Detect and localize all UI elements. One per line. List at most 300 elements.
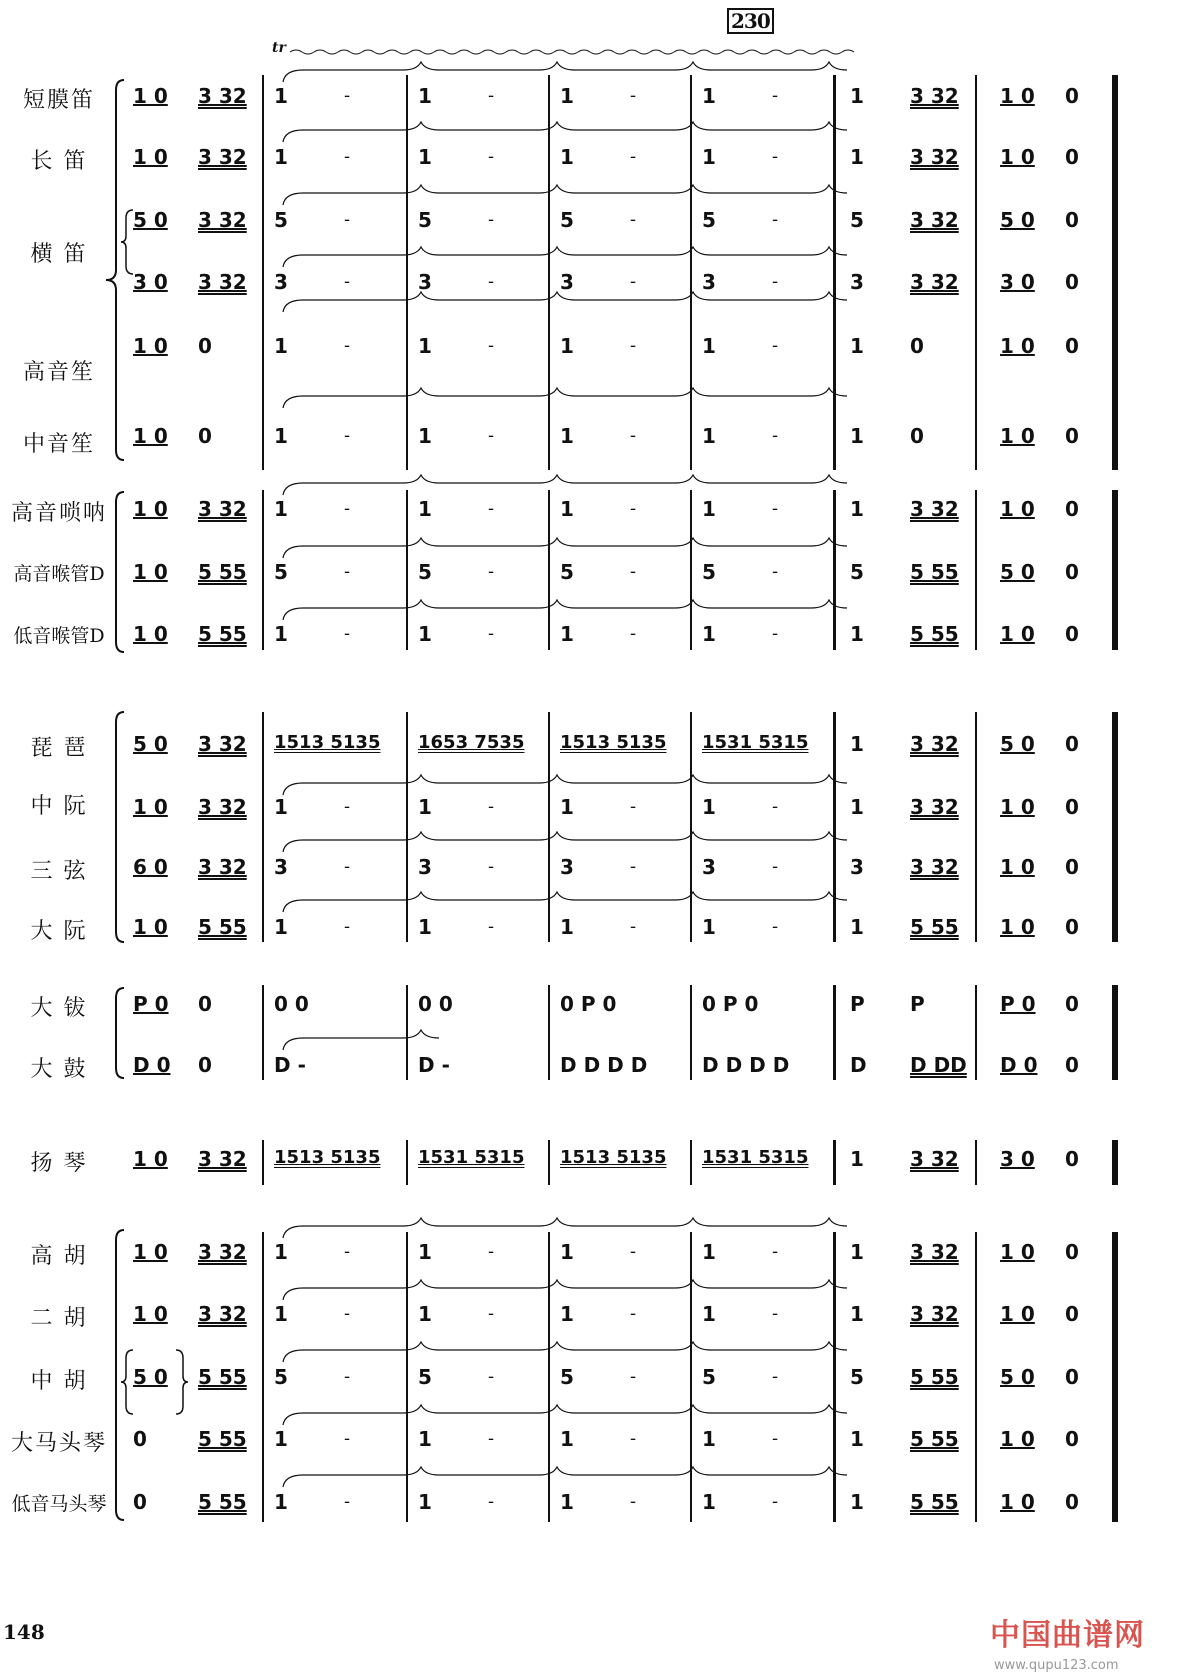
measure-9: 3 0 [1000, 1147, 1035, 1171]
tied-end-note: 1 [850, 145, 864, 169]
hold-dash: - [488, 1428, 495, 1449]
instrument-label: 大马头琴 [10, 1431, 107, 1456]
instrument-label: 短膜笛 [22, 88, 95, 113]
measure-8: P [910, 992, 925, 1016]
hold-dash: - [344, 856, 351, 877]
measure-1: 1 0 [133, 1240, 168, 1264]
instrument-label: 琵 琶 [30, 736, 88, 761]
tied-end-note: 1 [850, 84, 864, 108]
figure-group: 1513 5135 [274, 732, 381, 753]
measure-10: 0 [1065, 622, 1079, 646]
page-number: 148 [3, 1620, 45, 1644]
sustained-note: 1 [702, 84, 716, 108]
measure-2: 3 32 [198, 84, 247, 108]
measure-1: 1 0 [133, 1147, 168, 1171]
sustained-note: 1 [702, 915, 716, 939]
hold-dash: - [344, 916, 351, 937]
measure-9: 1 0 [1000, 424, 1035, 448]
hold-dash: - [488, 1241, 495, 1262]
figure-group: 1513 5135 [560, 732, 667, 753]
trill-mark: tr [272, 40, 286, 56]
measure-1: 1 0 [133, 622, 168, 646]
measure-10: 0 [1065, 915, 1079, 939]
instrument-label: 低音喉管D [13, 625, 105, 647]
sustained-note: 1 [418, 1302, 432, 1326]
tied-end-note: 1 [850, 334, 864, 358]
tied-end-note: 1 [850, 1427, 864, 1451]
tied-end-note: 1 [850, 424, 864, 448]
barline [262, 490, 264, 650]
percussion-group: D D D D [560, 1053, 648, 1077]
sustained-note: 1 [560, 145, 574, 169]
tied-end-note: P [850, 992, 865, 1016]
measure-1: 1 0 [133, 560, 168, 584]
sustained-note: 1 [418, 795, 432, 819]
final-barline-winds [1112, 75, 1118, 470]
measure-8: 3 32 [910, 145, 959, 169]
sustained-note: 1 [274, 334, 288, 358]
sustained-note: 5 [418, 1365, 432, 1389]
tied-end-note: 1 [850, 1147, 864, 1171]
measure-9: 5 0 [1000, 560, 1035, 584]
instrument-label: 高音喉管D [13, 563, 105, 585]
final-barline-reeds [1112, 490, 1118, 650]
instrument-label: 三 弦 [30, 859, 88, 884]
hold-dash: - [630, 1428, 637, 1449]
hold-dash: - [488, 271, 495, 292]
measure-9: 1 0 [1000, 795, 1035, 819]
sustained-note: 1 [418, 145, 432, 169]
measure-2: 0 [198, 424, 212, 448]
measure-9: 1 0 [1000, 497, 1035, 521]
barline [262, 75, 264, 470]
measure-10: 0 [1065, 1365, 1079, 1389]
hold-dash: - [344, 1491, 351, 1512]
measure-9: 1 0 [1000, 1240, 1035, 1264]
measure-2: 5 55 [198, 1427, 247, 1451]
hold-dash: - [488, 425, 495, 446]
measure-1: 5 0 [133, 732, 168, 756]
hold-dash: - [488, 796, 495, 817]
sustained-note: 1 [418, 915, 432, 939]
hold-dash: - [488, 1366, 495, 1387]
measure-2: 5 55 [198, 1365, 247, 1389]
instrument-label: 高音唢呐 [10, 501, 107, 526]
measure-2: 3 32 [198, 855, 247, 879]
barline [548, 1232, 550, 1522]
barline [406, 75, 408, 470]
measure-9: D 0 [1000, 1053, 1038, 1077]
instrument-label: 低音马头琴 [11, 1493, 107, 1515]
sustained-note: 1 [418, 622, 432, 646]
measure-10: 0 [1065, 560, 1079, 584]
barline [548, 712, 550, 942]
measure-1: 6 0 [133, 855, 168, 879]
hold-dash: - [344, 146, 351, 167]
figure-group: 1513 5135 [274, 1147, 381, 1168]
instrument-label: 大 钹 [30, 996, 88, 1021]
sustained-note: 1 [560, 1240, 574, 1264]
tied-end-note: D [850, 1053, 867, 1077]
measure-2: 3 32 [198, 1302, 247, 1326]
hold-dash: - [488, 623, 495, 644]
sustained-note: 1 [274, 1302, 288, 1326]
measure-1: P 0 [133, 992, 169, 1016]
measure-1: 1 0 [133, 795, 168, 819]
barline [975, 1232, 977, 1522]
sustained-note: 1 [702, 1240, 716, 1264]
measure-8: 0 [910, 424, 924, 448]
measure-1: 0 [133, 1490, 147, 1514]
measure-10: 0 [1065, 992, 1079, 1016]
instrument-label: 中 胡 [30, 1369, 88, 1394]
tied-end-note: 1 [850, 1490, 864, 1514]
barline [406, 985, 408, 1080]
barline [690, 712, 692, 942]
sustained-note: 1 [560, 424, 574, 448]
percussion-group: 0 0 [274, 992, 309, 1016]
sustained-note: 5 [418, 208, 432, 232]
measure-10: 0 [1065, 1302, 1079, 1326]
hold-dash: - [344, 1303, 351, 1324]
hold-dash: - [630, 1303, 637, 1324]
hold-dash: - [344, 561, 351, 582]
final-barline-bowed [1112, 1232, 1118, 1522]
tied-end-note: 1 [850, 497, 864, 521]
measure-8: 5 55 [910, 622, 959, 646]
barline [548, 490, 550, 650]
measure-10: 0 [1065, 1427, 1079, 1451]
measure-1: 0 [133, 1427, 147, 1451]
hold-dash: - [344, 271, 351, 292]
hold-dash: - [630, 209, 637, 230]
measure-2: 3 32 [198, 208, 247, 232]
hold-dash: - [772, 1428, 779, 1449]
instrument-label: 高音笙 [22, 360, 95, 385]
measure-2: 3 32 [198, 1240, 247, 1264]
measure-9: P 0 [1000, 992, 1036, 1016]
sustained-note: 1 [274, 1490, 288, 1514]
hold-dash: - [630, 146, 637, 167]
hold-dash: - [344, 85, 351, 106]
sustained-note: 1 [274, 1240, 288, 1264]
barline [548, 75, 550, 470]
hold-dash: - [772, 271, 779, 292]
sustained-note: 1 [560, 915, 574, 939]
barline [975, 985, 977, 1080]
hold-dash: - [344, 1241, 351, 1262]
measure-8: 5 55 [910, 1427, 959, 1451]
hold-dash: - [488, 916, 495, 937]
sustained-note: 1 [560, 1302, 574, 1326]
measure-2: 3 32 [198, 795, 247, 819]
sustained-note: 3 [560, 270, 574, 294]
hold-dash: - [488, 498, 495, 519]
hold-dash: - [630, 1366, 637, 1387]
hold-dash: - [772, 1491, 779, 1512]
sustained-note: 1 [702, 1490, 716, 1514]
sustained-note: 1 [274, 145, 288, 169]
measure-10: 0 [1065, 1147, 1079, 1171]
hold-dash: - [772, 146, 779, 167]
barline [262, 712, 264, 942]
measure-1: D 0 [133, 1053, 171, 1077]
sustained-note: 1 [274, 424, 288, 448]
instrument-label: 大 鼓 [30, 1057, 88, 1082]
sustained-note: 1 [702, 497, 716, 521]
watermark-url: www.qupu123.com [994, 1658, 1119, 1673]
sustained-note: 3 [702, 855, 716, 879]
tied-end-note: 1 [850, 622, 864, 646]
hold-dash: - [630, 623, 637, 644]
hold-dash: - [630, 335, 637, 356]
hold-dash: - [488, 561, 495, 582]
hold-dash: - [772, 1366, 779, 1387]
sustained-note: 1 [418, 84, 432, 108]
measure-2: 5 55 [198, 560, 247, 584]
sustained-note: 3 [702, 270, 716, 294]
measure-8: 3 32 [910, 1147, 959, 1171]
sustained-note: 1 [702, 1302, 716, 1326]
sustained-note: 1 [560, 84, 574, 108]
measure-10: 0 [1065, 1490, 1079, 1514]
sustained-note: 1 [702, 622, 716, 646]
sustained-note: 5 [560, 1365, 574, 1389]
measure-9: 5 0 [1000, 208, 1035, 232]
sustained-note: 1 [418, 1427, 432, 1451]
hold-dash: - [488, 85, 495, 106]
hold-dash: - [630, 271, 637, 292]
measure-1: 3 0 [133, 270, 168, 294]
measure-9: 5 0 [1000, 732, 1035, 756]
measure-1: 1 0 [133, 84, 168, 108]
hold-dash: - [488, 209, 495, 230]
measure-2: 0 [198, 334, 212, 358]
instrument-label: 横 笛 [30, 242, 88, 267]
tied-end-note: 3 [850, 270, 864, 294]
measure-9: 1 0 [1000, 334, 1035, 358]
sustained-note: 1 [418, 1240, 432, 1264]
barline [833, 985, 836, 1080]
hold-dash: - [488, 1303, 495, 1324]
hold-dash: - [772, 623, 779, 644]
barline [690, 490, 692, 650]
hold-dash: - [488, 1491, 495, 1512]
measure-1: 5 0 [133, 1365, 168, 1389]
hold-dash: - [772, 85, 779, 106]
sustained-note: 3 [418, 855, 432, 879]
barline [833, 490, 836, 650]
barline [975, 712, 977, 942]
measure-8: 3 32 [910, 84, 959, 108]
measure-9: 5 0 [1000, 1365, 1035, 1389]
measure-10: 0 [1065, 497, 1079, 521]
hold-dash: - [772, 916, 779, 937]
hold-dash: - [630, 856, 637, 877]
hold-dash: - [772, 1303, 779, 1324]
measure-1: 1 0 [133, 145, 168, 169]
sustained-note: 5 [274, 208, 288, 232]
sustained-note: 1 [418, 334, 432, 358]
measure-8: 5 55 [910, 1490, 959, 1514]
barline [833, 1140, 836, 1185]
measure-1: 1 0 [133, 334, 168, 358]
measure-9: 3 0 [1000, 270, 1035, 294]
sustained-note: 1 [702, 795, 716, 819]
measure-9: 1 0 [1000, 1302, 1035, 1326]
measure-8: 3 32 [910, 1240, 959, 1264]
instrument-label: 中 阮 [30, 794, 88, 819]
measure-2: 0 [198, 992, 212, 1016]
hold-dash: - [488, 335, 495, 356]
measure-9: 1 0 [1000, 622, 1035, 646]
watermark-logo: 中国曲谱网 [990, 1618, 1145, 1653]
hold-dash: - [488, 146, 495, 167]
hold-dash: - [344, 498, 351, 519]
tied-end-note: 5 [850, 560, 864, 584]
hold-dash: - [772, 1241, 779, 1262]
hold-dash: - [344, 623, 351, 644]
measure-9: 1 0 [1000, 915, 1035, 939]
hold-dash: - [630, 85, 637, 106]
instrument-label: 高 胡 [30, 1244, 88, 1269]
sustained-note: 1 [702, 334, 716, 358]
sustained-note: 5 [702, 560, 716, 584]
figure-group: 1531 5315 [418, 1147, 525, 1168]
final-barline-plucked [1112, 712, 1118, 942]
measure-2: 3 32 [198, 1147, 247, 1171]
instrument-label: 长 笛 [30, 149, 88, 174]
percussion-group: D - [274, 1053, 306, 1077]
hold-dash: - [630, 796, 637, 817]
measure-10: 0 [1065, 334, 1079, 358]
hold-dash: - [344, 796, 351, 817]
hold-dash: - [630, 498, 637, 519]
barline [690, 985, 692, 1080]
sustained-note: 1 [418, 497, 432, 521]
sustained-note: 1 [560, 622, 574, 646]
measure-10: 0 [1065, 84, 1079, 108]
rehearsal-mark: 230 [727, 8, 774, 34]
final-barline-yangqin [1112, 1140, 1118, 1185]
instrument-label: 中音笙 [22, 432, 95, 457]
hold-dash: - [630, 561, 637, 582]
barline [262, 985, 264, 1080]
sustained-note: 1 [702, 424, 716, 448]
sustained-note: 1 [274, 497, 288, 521]
measure-8: 3 32 [910, 208, 959, 232]
watermark [990, 1610, 1145, 1673]
barline [406, 1140, 408, 1185]
measure-2: 5 55 [198, 1490, 247, 1514]
sustained-note: 3 [274, 270, 288, 294]
measure-10: 0 [1065, 270, 1079, 294]
measure-8: 3 32 [910, 795, 959, 819]
sustained-note: 1 [274, 84, 288, 108]
hold-dash: - [772, 425, 779, 446]
hold-dash: - [344, 335, 351, 356]
tied-end-note: 3 [850, 855, 864, 879]
sustained-note: 1 [274, 622, 288, 646]
tied-end-note: 1 [850, 1240, 864, 1264]
percussion-group: D - [418, 1053, 450, 1077]
hold-dash: - [772, 561, 779, 582]
tied-end-note: 1 [850, 915, 864, 939]
instrument-label: 扬 琴 [30, 1151, 88, 1176]
measure-1: 1 0 [133, 1302, 168, 1326]
barline [548, 985, 550, 1080]
tied-end-note: 5 [850, 208, 864, 232]
sustained-note: 5 [274, 560, 288, 584]
measure-9: 1 0 [1000, 145, 1035, 169]
measure-9: 1 0 [1000, 855, 1035, 879]
hold-dash: - [772, 498, 779, 519]
sustained-note: 3 [274, 855, 288, 879]
measure-10: 0 [1065, 732, 1079, 756]
percussion-group: 0 P 0 [702, 992, 759, 1016]
sustained-note: 1 [702, 1427, 716, 1451]
measure-8: D DD [910, 1053, 967, 1077]
measure-1: 5 0 [133, 208, 168, 232]
measure-8: 3 32 [910, 497, 959, 521]
barline [690, 1232, 692, 1522]
sustained-note: 1 [418, 424, 432, 448]
barline [833, 712, 836, 942]
sustained-note: 5 [560, 208, 574, 232]
hold-dash: - [772, 856, 779, 877]
barline [975, 1140, 977, 1185]
figure-group: 1513 5135 [560, 1147, 667, 1168]
measure-8: 3 32 [910, 1302, 959, 1326]
barline [406, 712, 408, 942]
measure-2: 5 55 [198, 915, 247, 939]
figure-group: 1531 5315 [702, 732, 809, 753]
tied-end-note: 1 [850, 1302, 864, 1326]
sustained-note: 1 [560, 334, 574, 358]
percussion-group: 0 0 [418, 992, 453, 1016]
sustained-note: 1 [560, 1490, 574, 1514]
sustained-note: 1 [702, 145, 716, 169]
figure-group: 1531 5315 [702, 1147, 809, 1168]
measure-2: 3 32 [198, 497, 247, 521]
sustained-note: 1 [274, 795, 288, 819]
barline [690, 1140, 692, 1185]
sustained-note: 3 [560, 855, 574, 879]
hold-dash: - [630, 1491, 637, 1512]
tied-end-note: 1 [850, 795, 864, 819]
sustained-note: 1 [560, 497, 574, 521]
measure-10: 0 [1065, 424, 1079, 448]
sustained-note: 5 [702, 208, 716, 232]
hold-dash: - [344, 1366, 351, 1387]
barline [406, 490, 408, 650]
measure-8: 3 32 [910, 270, 959, 294]
hold-dash: - [488, 856, 495, 877]
measure-9: 1 0 [1000, 1490, 1035, 1514]
barline [262, 1140, 264, 1185]
sustained-note: 5 [560, 560, 574, 584]
sustained-note: 5 [418, 560, 432, 584]
measure-2: 3 32 [198, 270, 247, 294]
measure-1: 1 0 [133, 915, 168, 939]
sustained-note: 5 [702, 1365, 716, 1389]
measure-1: 1 0 [133, 497, 168, 521]
barline [833, 75, 836, 470]
measure-10: 0 [1065, 1053, 1079, 1077]
hold-dash: - [630, 916, 637, 937]
measure-10: 0 [1065, 1240, 1079, 1264]
barline [975, 75, 977, 470]
